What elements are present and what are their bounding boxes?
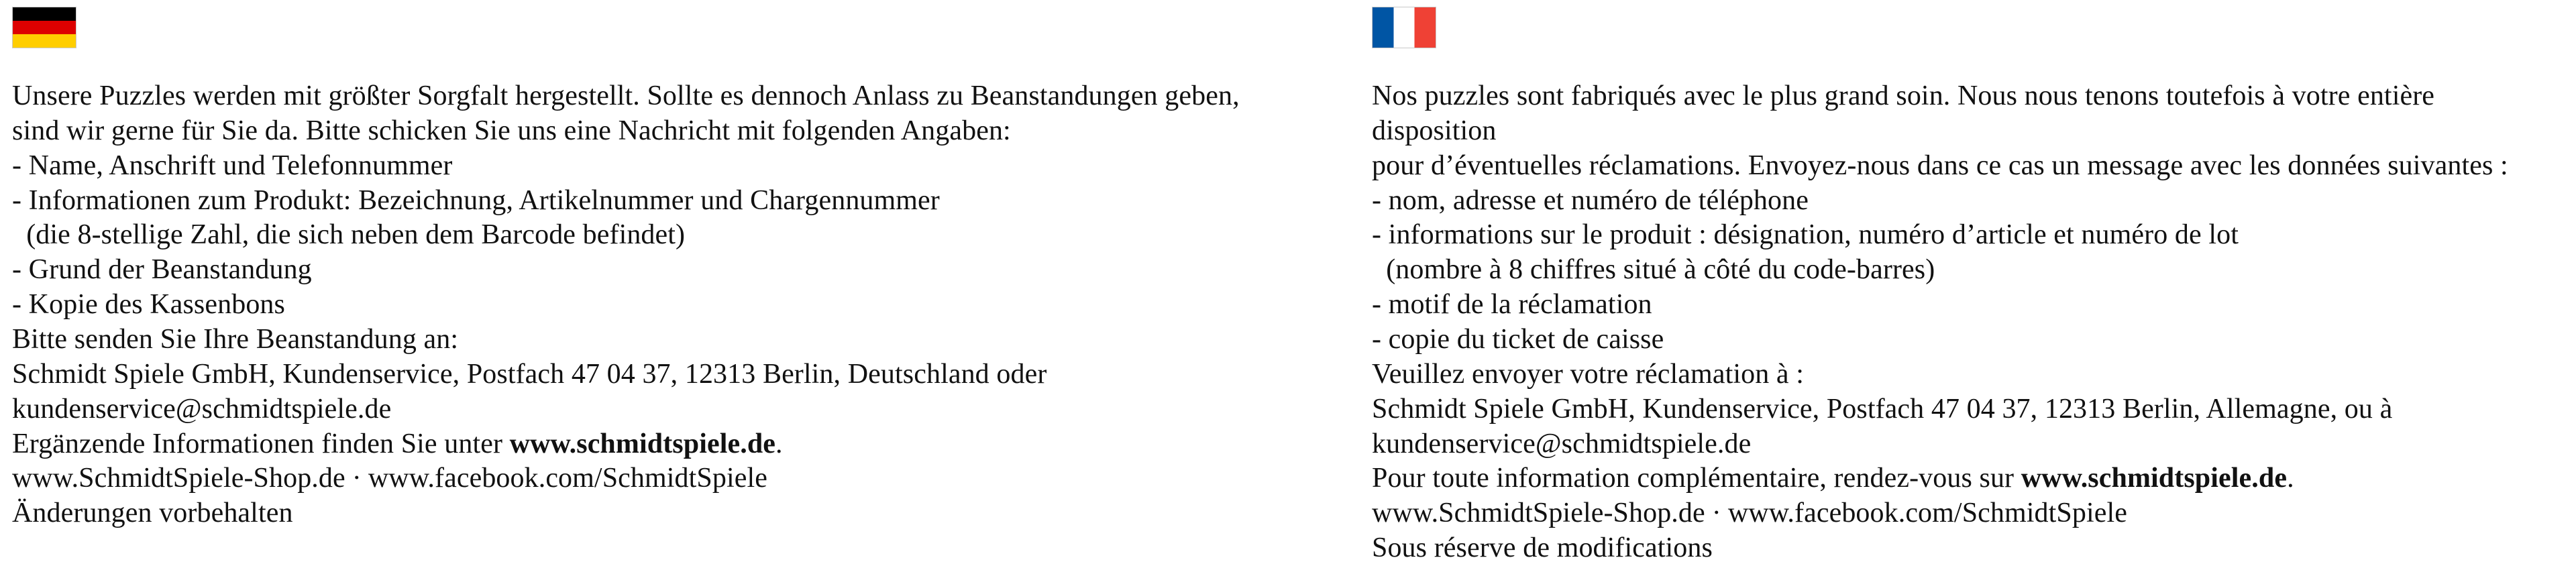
french-shop-link[interactable]: www.SchmidtSpiele-Shop.de <box>1372 498 1705 529</box>
french-disclaimer: Sous réserve de modifications <box>1372 532 1713 564</box>
german-line: - Kopie des Kassenbons <box>12 289 285 321</box>
german-section <box>12 0 1320 531</box>
french-extra-info-line <box>1372 461 2566 496</box>
german-extra-info-prefix: Ergänzende Informationen finden Sie unter <box>12 428 510 459</box>
german-line: Bitte senden Sie Ihre Beanstandung an: <box>12 324 459 355</box>
german-email[interactable]: kundenservice@schmidtspiele.de <box>12 393 392 424</box>
french-line: Schmidt Spiele GmbH, Kundenservice, Postfach 47 04 37, 12313 Berlin, Allemagne, ou à <box>1372 393 2393 424</box>
german-extra-info-suffix: . <box>775 428 783 459</box>
flag-france-icon <box>1372 7 1436 48</box>
german-line: - Grund der Beanstandung <box>12 254 312 286</box>
german-website-link[interactable]: www.schmidtspiele.de <box>509 428 776 459</box>
french-line: pour d’éventuelles réclamations. Envoyez-nous dans ce cas un message avec les données suivantes : <box>1372 150 2508 181</box>
german-text-block <box>12 79 1320 531</box>
french-line: - motif de la réclamation <box>1372 289 1652 321</box>
german-line: (die 8-stellige Zahl, die sich neben dem Barcode befindet) <box>12 219 686 251</box>
french-line: Veuillez envoyer votre réclamation à : <box>1372 358 1805 390</box>
german-shop-link[interactable]: www.SchmidtSpiele-Shop.de <box>12 463 345 494</box>
link-separator: · <box>352 463 362 494</box>
german-line: - Name, Anschrift und Telefonnummer <box>12 150 453 181</box>
french-website-link[interactable]: www.schmidtspiele.de <box>2021 463 2288 494</box>
french-extra-info-prefix: Pour toute information complémentaire, rendez-vous sur <box>1372 463 2021 494</box>
german-disclaimer: Änderungen vorbehalten <box>12 498 293 529</box>
link-separator: · <box>1711 498 1721 529</box>
german-facebook-link[interactable]: www.facebook.com/SchmidtSpiele <box>368 463 767 494</box>
french-line: - copie du ticket de caisse <box>1372 324 1664 355</box>
german-line: - Informationen zum Produkt: Bezeichnung, Artikelnummer und Chargennummer <box>12 184 940 216</box>
french-line: - nom, adresse et numéro de téléphone <box>1372 184 1809 216</box>
french-extra-info-suffix: . <box>2287 463 2294 494</box>
french-email[interactable]: kundenservice@schmidtspiele.de <box>1372 428 1752 459</box>
german-line: Schmidt Spiele GmbH, Kundenservice, Postfach 47 04 37, 12313 Berlin, Deutschland oder <box>12 358 1047 390</box>
french-text-block <box>1372 79 2566 566</box>
german-extra-info-line <box>12 427 1320 462</box>
flag-germany-icon <box>12 7 76 48</box>
french-links-line <box>1372 496 2566 531</box>
french-line: - informations sur le produit : désignation, numéro d’article et numéro de lot <box>1372 219 2239 251</box>
french-line: (nombre à 8 chiffres situé à côté du code-barres) <box>1372 254 1935 286</box>
french-section <box>1372 0 2566 566</box>
french-line: Nos puzzles sont fabriqués avec le plus grand soin. Nous nous tenons toutefois à votre entière disposition <box>1372 80 2442 146</box>
french-facebook-link[interactable]: www.facebook.com/SchmidtSpiele <box>1727 498 2127 529</box>
german-line: sind wir gerne für Sie da. Bitte schicken Sie uns eine Nachricht mit folgenden Angaben: <box>12 115 1011 146</box>
german-line: Unsere Puzzles werden mit größter Sorgfalt hergestellt. Sollte es dennoch Anlass zu Beanstandungen geben, <box>12 80 1240 111</box>
german-links-line <box>12 461 1320 496</box>
